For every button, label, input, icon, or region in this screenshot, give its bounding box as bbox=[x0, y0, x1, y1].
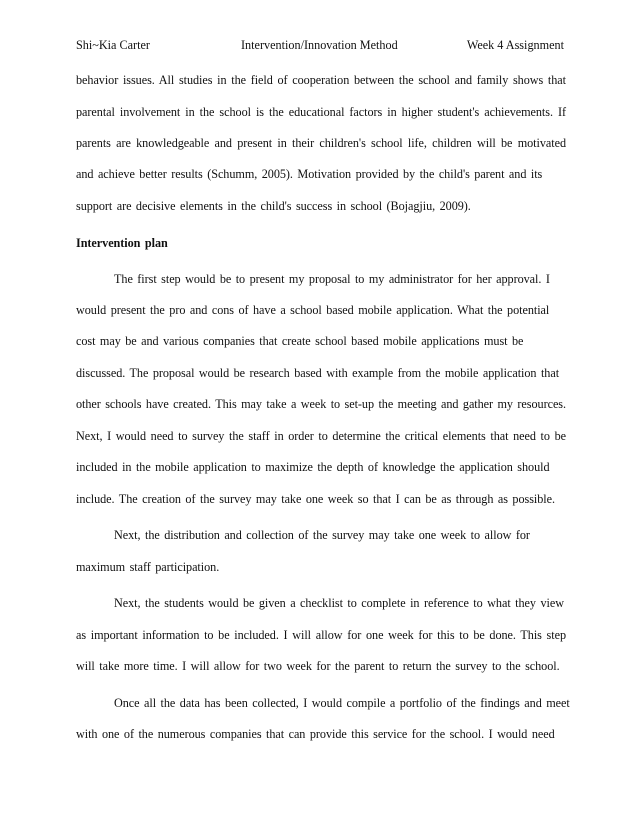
body-line: will take more time. I will allow for two week for the parent to return the survey to the school. bbox=[76, 659, 560, 673]
header-title: Intervention/Innovation Method bbox=[241, 38, 398, 52]
body-line: Once all the data has been collected, I would compile a portfolio of the findings and meet bbox=[114, 696, 570, 710]
running-header bbox=[76, 38, 564, 56]
body-line: as important information to be included. I will allow for one week for this to be done. This step bbox=[76, 628, 566, 642]
body-line: discussed. The proposal would be research based with example from the mobile application that bbox=[76, 366, 560, 380]
section-heading: Intervention plan bbox=[76, 236, 168, 250]
body-line: would present the pro and cons of have a school based mobile application. What the potential bbox=[76, 303, 550, 317]
body-line: behavior issues. All studies in the field of cooperation between the school and family shows that bbox=[76, 73, 566, 87]
header-assignment: Week 4 Assignment bbox=[466, 38, 564, 52]
body-line: included in the mobile application to maximize the depth of knowledge the application should bbox=[76, 460, 550, 474]
body-line: parents are knowledgeable and present in their children's school life, children will be motivated bbox=[76, 136, 566, 150]
body-line: Next, the students would be given a checklist to complete in reference to what they view bbox=[114, 596, 564, 610]
body-line: parental involvement in the school is the educational factors in higher student's achievements. If bbox=[76, 105, 566, 119]
body-line: with one of the numerous companies that can provide this service for the school. I would need bbox=[76, 727, 555, 741]
body-line: cost may be and various companies that create school based mobile applications must be bbox=[76, 334, 524, 348]
body-line: Next, I would need to survey the staff in order to determine the critical elements that need to be bbox=[76, 429, 566, 443]
body-line: and achieve better results (Schumm, 2005). Motivation provided by the child's parent and its bbox=[76, 167, 543, 181]
body-line: maximum staff participation. bbox=[76, 560, 220, 574]
body-line: other schools have created. This may take a week to set-up the meeting and gather my resources. bbox=[76, 397, 566, 411]
body-line: Next, the distribution and collection of the survey may take one week to allow for bbox=[114, 528, 530, 542]
header-author: Shi~Kia Carter bbox=[76, 38, 150, 52]
body-line: The first step would be to present my proposal to my administrator for her approval. I bbox=[114, 272, 550, 286]
body-line: include. The creation of the survey may take one week so that I can be as through as possible. bbox=[76, 492, 555, 506]
body-line: support are decisive elements in the child's success in school (Bojagjiu, 2009). bbox=[76, 199, 471, 213]
